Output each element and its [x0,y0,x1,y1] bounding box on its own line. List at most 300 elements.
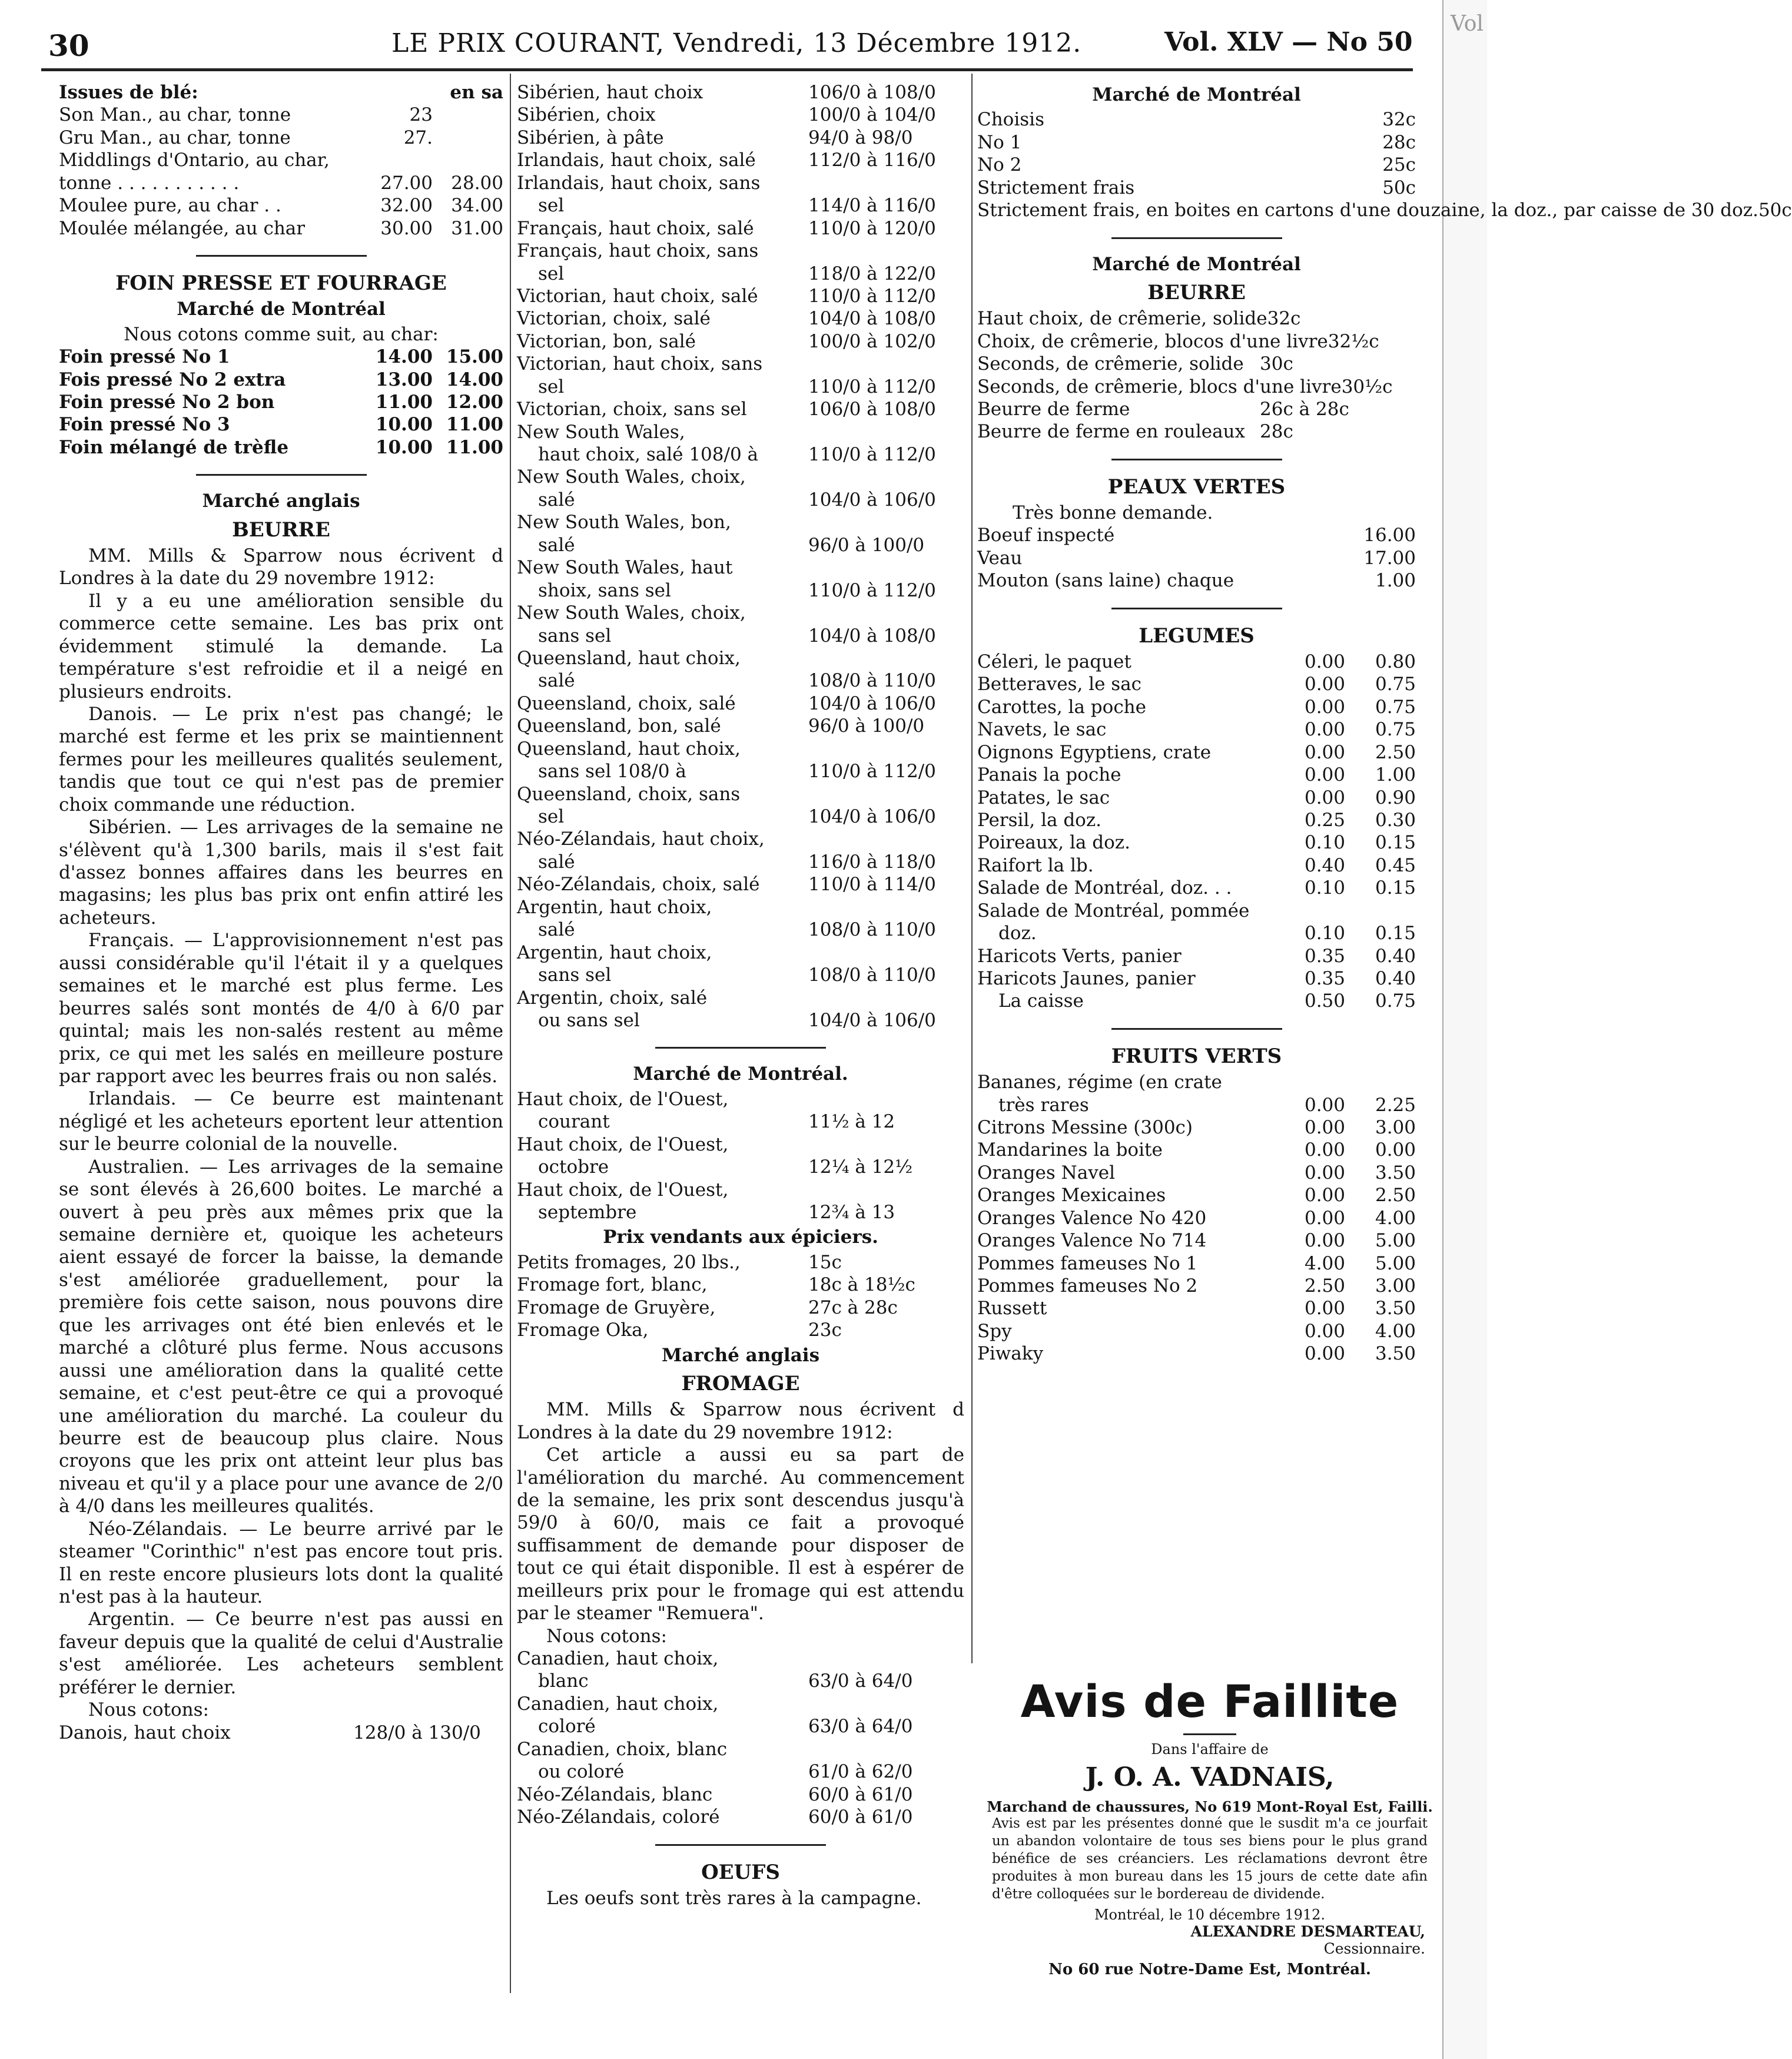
product-name: Choisis [977,109,1044,131]
price-value: 34.00 [451,195,503,217]
product-name: Foin pressé No 1 [59,346,230,368]
price-value: 0.00 [1304,1343,1345,1365]
price-row [977,854,1416,877]
product-name: Victorian, haut choix, sans [517,353,763,375]
section-rule [1111,608,1282,609]
price-row [977,809,1416,831]
price-value: 2.50 [1304,1275,1345,1297]
price-row [517,1738,964,1760]
price-row [517,625,964,647]
fruits-title: FRUITS VERTS [1111,1044,1282,1068]
price-value: 15.00 [446,346,503,368]
price-row [517,715,964,737]
avis-role: Cessionnaire. [1323,1940,1425,1958]
product-price: 12¾ à 13 [808,1202,895,1223]
product-name: salé [538,489,575,510]
price-row [977,945,1416,967]
product-price: 32c [1382,109,1416,131]
price-row [517,398,964,420]
product-name: courant [538,1111,610,1133]
avis-signatory: ALEXANDRE DESMARTEAU, [1190,1923,1425,1941]
price-row [977,330,1416,353]
price-row [517,263,964,285]
product-price: 104/0 à 106/0 [808,806,936,827]
price-value: 0.35 [1304,945,1345,967]
product-price: 100/0 à 104/0 [808,104,936,126]
price-value: 2.50 [1375,1185,1416,1206]
product-price: 104/0 à 106/0 [808,489,936,510]
product-price: 106/0 à 108/0 [808,82,936,103]
product-price: 60/0 à 61/0 [808,1806,913,1828]
price-value: 32.00 [380,195,433,217]
price-row [977,569,1416,592]
avis-lead: Dans l'affaire de [1151,1741,1269,1758]
price-row [59,346,503,368]
product-price: 106/0 à 108/0 [808,399,936,420]
product-name: Boeuf inspecté [977,525,1115,546]
price-value: 0.75 [1375,990,1416,1012]
price-row [517,873,964,896]
product-price: 11½ à 12 [808,1111,895,1133]
price-value: 30.00 [380,217,433,239]
product-name: Persil, la doz. [977,809,1102,831]
beurre-cotons: Nous cotons: [88,1699,209,1721]
product-name: blanc [538,1670,589,1692]
price-value: 0.00 [1304,651,1345,672]
product-name: Canadien, choix, blanc [517,1738,728,1760]
price-value: 0.00 [1304,1094,1345,1116]
price-row [517,217,964,240]
price-value: 11.00 [446,436,503,458]
product-name: Victorian, choix, salé [517,308,711,330]
product-price: 128/0 à 130/0 [353,1722,481,1743]
fromage-montreal-market: Marché de Montréal. [633,1063,848,1085]
product-name: Néo-Zélandais, blanc [517,1783,713,1805]
price-row [517,1806,964,1828]
price-value: 11.00 [375,391,433,413]
avis-text: Avis est par les présentes donné que le susdit m'a ce jourfait un abandon volontaire de tous ses biens pour le plus grand bénéfice de ses créanciers. Les réclamations devront être produites à mon bureau dans les 15 jours de cette date afin d'être colloquées sur le bordereau de dividende. [992,1816,1428,1902]
product-name: salé [538,534,575,556]
price-row [59,127,503,149]
price-value: 0.75 [1375,674,1416,695]
price-value: 0.75 [1375,696,1416,718]
product-price: 50c [1758,200,1792,221]
product-name: Céleri, le paquet [977,651,1131,672]
fromage-paragraph: Cet article a aussi eu sa part de l'amélioration du marché. Au commencement de la semaine, les prix sont descendus jusqu'à 59/0 à 60/0, mais ce fait a provoqué suffisamment de demande pour disposer de tout ce qui était disponible. Il est à espérer de meilleurs prix pour le fromage qui est attendu par le steamer "Remuera". [517,1444,964,1624]
price-row [977,1252,1416,1275]
price-row [517,579,964,602]
price-row [977,764,1416,786]
price-row [517,602,964,624]
product-name: Argentin, haut choix, [517,941,712,963]
product-name: Fromage de Gruyère, [517,1297,716,1318]
price-row [977,696,1416,718]
price-row [977,376,1416,398]
product-name: Sibérien, à pâte [517,127,664,148]
price-value: 0.00 [1304,764,1345,786]
price-value: 31.00 [451,217,503,239]
price-value: 0.00 [1304,1185,1345,1206]
price-value: 5.00 [1375,1252,1416,1274]
section-rule [1111,237,1282,239]
avis-address: No 60 rue Notre-Dame Est, Montréal. [1048,1961,1371,1979]
beurre-paragraph-irlandais: Irlandais. — Ce beurre est maintenant négligé et les acheteurs eportent leur attention sur le beurre colonial de la nouvelle. [59,1088,503,1155]
product-name: Irlandais, haut choix, salé [517,150,756,171]
product-price: 27c à 28c [808,1297,898,1318]
price-row [977,1207,1416,1229]
section-rule [196,474,367,476]
product-price: 28c [1382,131,1416,153]
product-name: Strictement frais [977,177,1135,198]
beurre-price-table [517,81,964,1032]
price-row [977,177,1416,199]
price-row [517,1670,964,1692]
product-name: Queensland, haut choix, [517,738,741,760]
product-name: Seconds, de crêmerie, blocs d'une livre [977,376,1342,397]
product-price: 50c [1382,177,1416,198]
price-value: 0.35 [1304,968,1345,990]
beurre-paragraph-siberien: Sibérien. — Les arrivages de la semaine ne s'élèvent qu'à 1,300 barils, mais il s'est fait d'assez bonnes affaires dans les beurres en magasins; les plus bas prix ont enfin attiré les acheteurs. [59,817,503,929]
price-row [517,104,964,126]
product-name: Argentin, choix, salé [517,987,708,1009]
product-name: Foin pressé No 2 bon [59,391,275,413]
product-name: sel [538,806,565,827]
price-row [977,131,1416,154]
price-value: 4.00 [1375,1207,1416,1229]
product-name: Piwaky [977,1343,1044,1365]
product-name: Mandarines la boite [977,1139,1163,1161]
price-value: 0.00 [1304,741,1345,763]
product-name: tonne . . . . . . . . . . . [59,172,240,194]
fromage-epiciers-table [517,1251,964,1342]
product-name: shoix, sans sel [538,579,671,601]
peaux-note: Très bonne demande. [1013,502,1213,523]
price-row [977,108,1416,131]
product-name: Veau [977,547,1023,569]
product-name: New South Wales, choix, [517,466,746,488]
product-name: sans sel [538,625,612,646]
price-row [517,353,964,375]
product-price: 118/0 à 122/0 [808,263,936,284]
price-value: 3.50 [1375,1298,1416,1319]
beurre-paragraph-francais: Français. — L'approvisionnement n'est pas aussi considérable qu'il l'était il y a quelques semaines et le marché est plus ferme. Les beurres salés sont montés de 4/0 à 6/0 par quintal; mais les non-salés restent au même prix, ce qui met les salés en meilleure posture par rapport avec les beurres frais ou non salés. [59,930,503,1087]
price-row [517,556,964,579]
product-name: sans sel [538,964,612,986]
price-row [517,376,964,398]
product-price: 110/0 à 112/0 [808,579,936,601]
price-value: 0.90 [1375,787,1416,808]
product-price: 32c [1267,308,1301,330]
product-name: sans sel 108/0 à [538,761,686,783]
product-name: Bananes, régime (en crate [977,1072,1222,1093]
price-row [977,1342,1416,1365]
product-price: 108/0 à 110/0 [808,670,936,692]
price-row [517,1133,964,1156]
oeufs-montreal-table [977,108,1792,221]
product-name: Oranges Valence No 714 [977,1230,1207,1252]
product-price: 104/0 à 106/0 [808,1009,936,1031]
price-row [517,149,964,171]
price-value: 0.15 [1375,923,1416,944]
product-price: 61/0 à 62/0 [808,1761,913,1783]
product-name: Néo-Zélandais, coloré [517,1806,720,1828]
price-row [517,1760,964,1783]
product-name: Néo-Zélandais, choix, salé [517,874,760,896]
newspaper-title: LE PRIX COURANT, Vendredi, 13 Décembre 1912. [391,28,1082,58]
product-name: No 2 [977,154,1022,176]
price-row [977,1162,1416,1184]
page-number: 30 [48,28,89,63]
price-value: 0.40 [1304,854,1345,876]
price-value: 0.75 [1375,719,1416,741]
price-row [517,941,964,964]
product-name: Sibérien, haut choix [517,82,703,103]
price-row [517,1110,964,1133]
price-row [977,967,1416,990]
foin-table [59,346,503,459]
product-name: Beurre de ferme en rouleaux [977,421,1246,443]
price-row [517,1201,964,1224]
price-row [977,1275,1416,1297]
page-header [0,0,1486,82]
product-name: Néo-Zélandais, haut choix, [517,828,765,850]
price-row [517,1783,964,1806]
price-value: 0.50 [1304,990,1345,1012]
avis-business: Marchand de chaussures, No 619 Mont-Royal Est, Failli. [987,1798,1433,1815]
price-row [517,828,964,850]
price-value: 11.00 [446,414,503,436]
adjacent-page-strip [1442,0,1487,2059]
price-value: 0.40 [1375,968,1416,990]
price-value: 4.00 [1304,1252,1345,1274]
price-row [977,398,1416,420]
product-price: 25c [1382,154,1416,176]
price-value: 0.00 [1304,1139,1345,1161]
product-name: Fromage Oka, [517,1319,649,1341]
product-name: Queensland, haut choix, [517,647,741,669]
adjacent-page-label: Vol [1451,12,1484,36]
price-value: 12.00 [446,391,503,413]
price-value: 2.50 [1375,741,1416,763]
price-value: 0.00 [1304,1162,1345,1183]
product-name: Gru Man., au char, tonne [59,127,291,148]
product-name: Patates, le sac [977,787,1110,808]
product-name: Argentin, haut choix, [517,896,712,918]
fromage-intro: MM. Mills & Sparrow nous écrivent d Londres à la date du 29 novembre 1912: [517,1399,964,1443]
beurre-paragraph-neozelandais: Néo-Zélandais. — Le beurre arrivé par le steamer "Corinthic" n'est pas encore tout pris. Il en reste encore plusieurs lots dont la qualité n'est pas à la hauteur. [59,1518,503,1607]
header-rule [41,68,1413,71]
product-name: Haricots Jaunes, panier [977,968,1196,990]
price-row [517,1251,964,1274]
product-name: Navets, le sac [977,719,1107,741]
product-price: 30c [1260,353,1293,375]
beurre-montreal-table [977,307,1416,443]
price-value: 1.00 [1375,764,1416,786]
price-row [517,1715,964,1738]
price-row [517,1274,964,1296]
price-row [977,1297,1416,1319]
price-row [517,1297,964,1319]
price-row [517,534,964,556]
price-row [517,964,964,986]
product-name: Moulee pure, au char . . [59,195,281,217]
price-row [977,353,1416,375]
price-row [517,783,964,805]
product-price: 96/0 à 100/0 [808,715,925,737]
price-row [517,1693,964,1715]
product-price: 104/0 à 108/0 [808,625,936,646]
price-value: 0.40 [1375,945,1416,967]
product-name: Haut choix, de l'Ouest, [517,1179,729,1201]
product-name: septembre [538,1202,637,1223]
price-value: 13.00 [375,369,433,390]
price-row [977,1071,1416,1093]
price-row [517,1156,964,1178]
product-price: 110/0 à 112/0 [808,444,936,465]
price-row [977,922,1416,944]
price-row [517,669,964,692]
product-name: Russett [977,1298,1047,1319]
product-price: 108/0 à 110/0 [808,964,936,986]
price-row [977,1116,1416,1139]
product-price: 16.00 [1363,525,1416,546]
section-rule [1111,1028,1282,1030]
product-name: salé [538,851,575,873]
price-row [59,413,503,436]
beurre-anglais-title: BEURRE [232,518,330,542]
product-price: 94/0 à 98/0 [808,127,913,148]
product-price: 116/0 à 118/0 [808,851,936,873]
issues-header [59,81,503,104]
price-value: 3.50 [1375,1343,1416,1365]
price-row [977,1184,1416,1206]
product-name: Mouton (sans laine) chaque [977,570,1235,592]
product-name: La caisse [998,990,1084,1012]
product-name: Haut choix, de l'Ouest, [517,1088,729,1110]
price-row [517,692,964,715]
product-price: 18c à 18½c [808,1274,915,1296]
volume-number: Vol. XLV — No 50 [1164,27,1413,57]
issues-table [59,104,503,240]
price-value: 0.10 [1304,877,1345,899]
price-row [59,104,503,126]
price-value: 0.10 [1304,923,1345,944]
beurre-anglais-market: Marché anglais [202,490,360,512]
product-price: 110/0 à 120/0 [808,217,936,239]
product-name: sel [538,195,565,217]
price-row [517,1647,964,1670]
price-row [977,1229,1416,1252]
price-value: 27.00 [380,172,433,194]
legumes-table [977,651,1416,1013]
product-price: 96/0 à 100/0 [808,534,925,556]
oeufs-title: OEUFS [701,1860,780,1884]
product-price: 104/0 à 108/0 [808,308,936,330]
product-name: octobre [538,1156,609,1178]
product-name: doz. [998,923,1037,944]
product-name: New South Wales, [517,421,685,443]
product-price: 110/0 à 114/0 [808,874,936,896]
price-row [977,199,1792,221]
avis-date: Montréal, le 10 décembre 1912. [1094,1907,1326,1924]
avis-rule [1183,1733,1236,1735]
product-price: 114/0 à 116/0 [808,195,936,217]
product-price: 12¼ à 12½ [808,1156,913,1178]
product-name: Pommes fameuses No 2 [977,1275,1198,1297]
fromage-anglais-title: FROMAGE [681,1372,800,1396]
price-row [517,240,964,262]
price-row [59,172,503,194]
product-name: Panais la poche [977,764,1121,786]
fruits-table [977,1071,1416,1365]
product-price: 63/0 à 64/0 [808,1716,913,1738]
product-name: Salade de Montréal, doz. . . [977,877,1232,899]
avis-faillite-notice [980,1675,1439,1978]
product-price: 1.00 [1375,570,1416,592]
price-row [977,787,1416,809]
product-price: 26c à 28c [1260,398,1349,420]
product-name: Canadien, haut choix, [517,1648,719,1670]
price-value: 0.00 [1304,696,1345,718]
product-price: 110/0 à 112/0 [808,376,936,397]
product-price: 110/0 à 112/0 [808,285,936,307]
issues-unit: en sa [450,82,503,103]
price-value: 0.00 [1375,1139,1416,1161]
column-divider [971,74,973,1663]
column-3 [977,81,1792,1365]
price-row [977,1094,1416,1116]
product-name: Carottes, la poche [977,696,1146,718]
product-name: coloré [538,1716,596,1738]
product-name: Betteraves, le sac [977,674,1142,695]
price-value: 27. [403,127,433,148]
price-row [517,81,964,104]
product-name: No 1 [977,131,1022,153]
product-name: Seconds, de crêmerie, solide [977,353,1244,375]
price-row [977,154,1416,176]
price-row [977,673,1416,695]
product-name: Petits fromages, 20 lbs., [517,1251,741,1273]
price-row [517,127,964,149]
oeufs-montreal-market: Marché de Montréal [1092,84,1301,105]
price-row [977,741,1416,764]
price-row [977,547,1416,569]
product-name: Foin pressé No 3 [59,414,230,436]
legumes-title: LEGUMES [1139,624,1255,648]
peaux-table [977,524,1416,592]
price-value: 0.00 [1304,1207,1345,1229]
section-rule [1111,459,1282,460]
price-value: 0.15 [1375,832,1416,854]
price-row [977,1139,1416,1161]
product-name: Foin mélangé de trèfle [59,436,289,458]
price-row [517,489,964,511]
product-name: Victorian, haut choix, salé [517,285,758,307]
product-name: New South Wales, haut [517,557,733,579]
product-price: 30½c [1341,376,1393,397]
beurre-paragraph-general: Il y a eu une amélioration sensible du commerce cette semaine. Les bas prix ont évidemment stimulé la demande. La température s'est refroidie et il a neigé en plusieurs endroits. [59,590,503,702]
product-name: Middlings d'Ontario, au char, [59,150,330,171]
price-row [517,172,964,194]
price-value: 3.00 [1375,1116,1416,1138]
product-price: 63/0 à 64/0 [808,1670,913,1692]
product-name: Choix, de crêmerie, blocos d'une livre [977,330,1328,352]
product-name: ou sans sel [538,1009,640,1031]
price-row [59,436,503,459]
price-value: 28.00 [451,172,503,194]
product-name: Danois, haut choix [59,1722,231,1743]
product-name: Raifort la lb. [977,854,1094,876]
